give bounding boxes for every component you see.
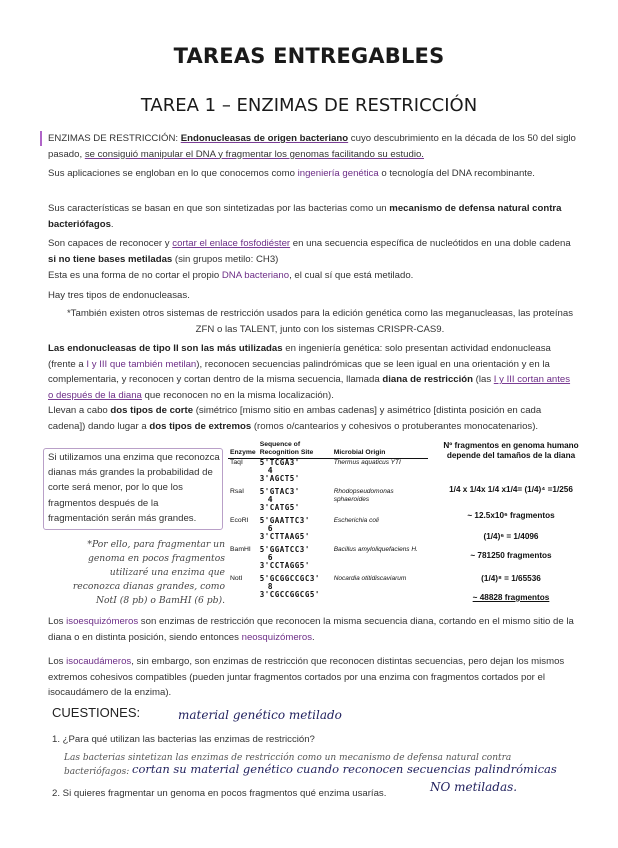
fragment-calc: (1/4)⁸ = 1/65536 — [481, 574, 541, 583]
column-header-enzyme: Enzyme — [228, 440, 258, 459]
bold-phrase: si no tiene bases metiladas — [48, 253, 173, 265]
handwritten-note: *Por ello, para fragmentar un genoma en pocos fragmentos utilizaré una enzima que reconozca dianas grandes, como NotI (8 pb) o BamHI (6 pb). — [72, 539, 225, 606]
document-title: TAREAS ENTREGABLES — [173, 44, 445, 68]
table-row: EcoRI 5'GAATTC3' 6 3'CTTAAG5' Escherichia coli — [230, 516, 379, 541]
fragment-result: ~ 48828 fragmentos — [472, 593, 550, 602]
highlight-term: cortar el enlace fosfodiéster — [172, 238, 291, 249]
column-header-origin: Microbial Origin — [332, 440, 428, 459]
table-row: RsaI 5'GTAC3' 4 3'CATG5' Rhodopseudomonas sphaeroides — [230, 487, 394, 512]
handwritten-answer: cortan su material genético cuando reconocen secuencias palindrómicas — [132, 762, 557, 776]
question-1: 1. ¿Para qué utilizan las bacterias las enzimas de restricción? — [52, 734, 315, 745]
highlight-term: ingeniería genética — [297, 168, 379, 179]
bold-phrase: Las endonucleasas de tipo II son las más utilizadas — [48, 343, 283, 354]
paragraph-definition: ENZIMAS DE RESTRICCIÓN: Endonucleasas de origen bacteriano cuyo descubrimiento en la década de los 50 del siglo pasado, se consiguió manipular el DNA y fragmentar los genomas facilitando su estudio. — [48, 133, 576, 160]
bold-phrase: dos tipos de extremos — [149, 420, 252, 432]
column-header-fragments: Nº fragmentos en genoma humano depende del tamaños de la diana — [443, 441, 579, 460]
fragment-count-column — [436, 441, 586, 602]
questions-heading: CUESTIONES: — [52, 705, 141, 720]
highlight-term: isoesquizómeros — [66, 616, 139, 627]
bold-phrase: dos tipos de corte — [110, 405, 194, 416]
bold-phrase: mecanismo de defensa natural contra bacteriófagos — [48, 203, 562, 230]
table-row: TaqI 5'TCGA3' 4 3'AGCT5' Thermus aquaticus YTI — [230, 458, 401, 483]
bold-phrase: diana de restricción — [382, 374, 473, 385]
paragraph-isocaudomers: Los isocaudámeros, sin embargo, son enzimas de restricción que reconocen distintas secuencias, pero dejan los mismos extremos cohesivos compatibles (pueden juntar fragmentos cortados por una enzima con fragmentos cortados por el isocaudámero de la enzima). — [48, 656, 565, 698]
fragment-result: ~ 12.5x10⁶ fragmentos — [467, 511, 555, 520]
underlined-phrase: se consiguió manipular el DNA y fragmentar los genomas facilitando su estudio. — [84, 148, 424, 160]
paragraph-characteristics: Sus características se basan en que son sintetizadas por las bacterias como un mecanismo de defensa natural contra bacteriófagos. — [48, 203, 562, 230]
table-row: NotI 5'GCGGCCGC3' 8 3'CGCCGGCG5' Nocardia otitidiscaviarum — [230, 574, 407, 599]
handwritten-note: material genético metilado — [178, 708, 342, 722]
highlight-term: DNA bacteriano — [221, 270, 290, 281]
highlight-term: I y III que también metilan — [86, 358, 197, 370]
section-title: TAREA 1 – ENZIMAS DE RESTRICCIÓN — [140, 95, 478, 116]
enzyme-table — [228, 440, 428, 604]
highlight-marker — [40, 131, 48, 146]
highlight-term: I y III cortan antes o después de la diana — [48, 374, 571, 401]
paragraph-applications: Sus aplicaciones se engloban en lo que conocemos como ingeniería genética o tecnología del DNA recombinante. — [48, 168, 535, 179]
bold-phrase: Endonucleasas de origen bacteriano — [180, 133, 349, 144]
highlight-term: neosquizómeros — [241, 631, 313, 643]
term-label: ENZIMAS DE RESTRICCIÓN: — [48, 133, 179, 144]
fragment-result: ~ 781250 fragmentos — [470, 551, 552, 560]
fragment-calc: 1/4 x 1/4x 1/4 x1/4= (1/4)⁴ =1/256 — [449, 485, 573, 494]
footnote-systems: *También existen otros sistemas de restricción usados para la edición genética como las meganucleasas, las proteínas ZFN o las TALENT, junto con los sistemas CRISPR-CAS9. — [66, 308, 574, 335]
table-row: BamHI 5'GGATCC3' 6 3'CCTAGG5' Bacillus amyloliquefaciens H. — [230, 545, 418, 570]
highlight-term: isocaudámeros — [66, 656, 132, 667]
handwritten-answer: NO metiladas. — [430, 780, 518, 794]
fragment-calc: (1/4)⁶ = 1/4096 — [483, 532, 539, 541]
paragraph-target-size: Si utilizamos una enzima que reconozca dianas más grandes la probabilidad de corte será menor, por lo que los fragmentos después de la fragmentación serán más grandes. — [48, 452, 220, 524]
paragraph-isoschizomers: Los isoesquizómeros son enzimas de restricción que reconocen la misma secuencia diana, cortando en el mismo sitio de la diana o en distinta posición, siendo entonces neosquizómeros. — [48, 616, 574, 643]
paragraph-types: Hay tres tipos de endonucleasas. — [48, 290, 190, 301]
answer-printed: Las bacterias sintetizan las enzimas de restricción como un mecanismo de defensa natural contra bacteriófagos: — [64, 753, 512, 777]
question-2: 2. Si quieres fragmentar un genoma en pocos fragmentos qué enzima usarías. — [52, 788, 387, 799]
paragraph-cut-types: Llevan a cabo dos tipos de corte (simétrico [mismo sitio en ambas cadenas] y asimétrico [distinta posición en cada cadena]) dando lugar a dos tipos de extremos (romos o/cantearios y cohesivos o protuberantes monocatenarios). — [48, 405, 542, 432]
paragraph-cutting: Son capaces de reconocer y cortar el enlace fosfodiéster en una secuencia específica de nucleótidos en una doble cadena si no tiene bases metiladas (sin grupos metilo: CH3) — [48, 238, 571, 265]
paragraph-methylation: Esta es una forma de no cortar el propio DNA bacteriano, el cual sí que está metilado. — [48, 270, 414, 281]
column-header-sequence: Sequence of Recognition Site — [258, 440, 332, 459]
paragraph-type-ii: Las endonucleasas de tipo II son las más utilizadas en ingeniería genética: solo presentan actividad endonucleasa (frente a I y III que también metilan), reconocen secuencias palindrómicas que se leen igual en una orientación y en la complementaria, y reconocen y cortan dentro de la misma secuencia, llamada diana de restricción (las I y III cortan antes o después de la diana que reconocen no en la misma localización). — [48, 343, 571, 401]
